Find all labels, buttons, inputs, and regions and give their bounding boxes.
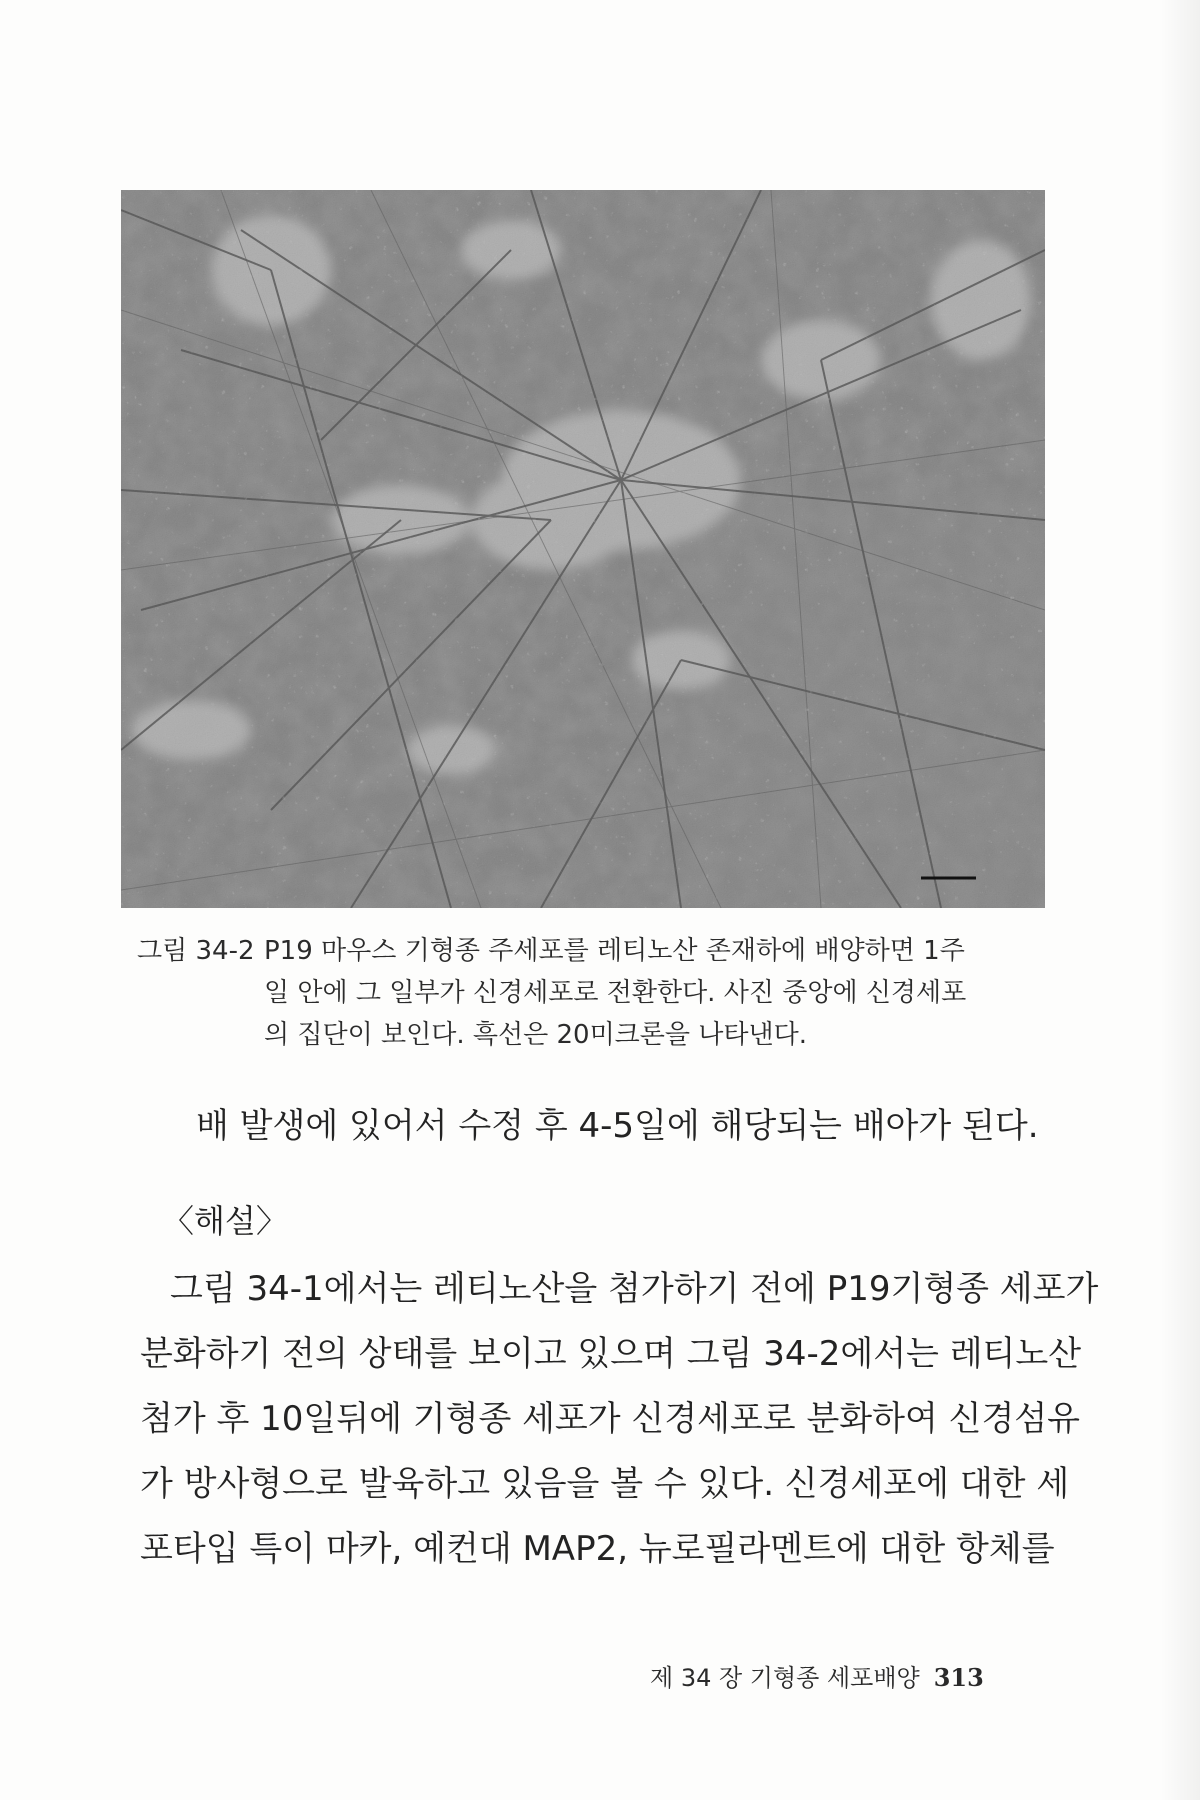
chapter-title: 제 34 장 기형종 세포배양 [650, 1664, 920, 1692]
page-footer [650, 1658, 984, 1693]
micrograph-figure [121, 190, 1045, 908]
caption-line: 의 집단이 보인다. 흑선은 20미크론을 나타낸다. [264, 1020, 808, 1050]
paragraph-line: 분화하기 전의 상태를 보이고 있으며 그림 34-2에서는 레티노산 [140, 1334, 1082, 1374]
page-number: 313 [933, 1663, 984, 1692]
phase-contrast-micrograph-icon [121, 190, 1045, 908]
scan-edge-shadow [1160, 0, 1200, 1800]
paragraph-line: 첨가 후 10일뒤에 기형종 세포가 신경세포로 분화하여 신경섬유 [140, 1399, 1081, 1439]
section-heading: 〈해설〉 [162, 1202, 288, 1240]
caption-text [264, 930, 1037, 1056]
paragraph-line: 포타입 특이 마카, 예컨대 MAP2, 뉴로필라멘트에 대한 항체를 [140, 1529, 1055, 1569]
caption-line: P19 마우스 기형종 주세포를 레티노산 존재하에 배양하면 1주 [264, 936, 965, 966]
statement-line: 배 발생에 있어서 수정 후 4-5일에 해당되는 배아가 된다. [196, 1106, 1039, 1146]
paragraph-line: 가 방사형으로 발육하고 있음을 볼 수 있다. 신경세포에 대한 세 [140, 1464, 1070, 1504]
paragraph-line: 그림 34-1에서는 레티노산을 첨가하기 전에 P19기형종 세포가 [170, 1269, 1099, 1309]
caption-label: 그림 34-2 [137, 936, 255, 966]
caption-line: 일 안에 그 일부가 신경세포로 전환한다. 사진 중앙에 신경세포 [264, 978, 967, 1008]
